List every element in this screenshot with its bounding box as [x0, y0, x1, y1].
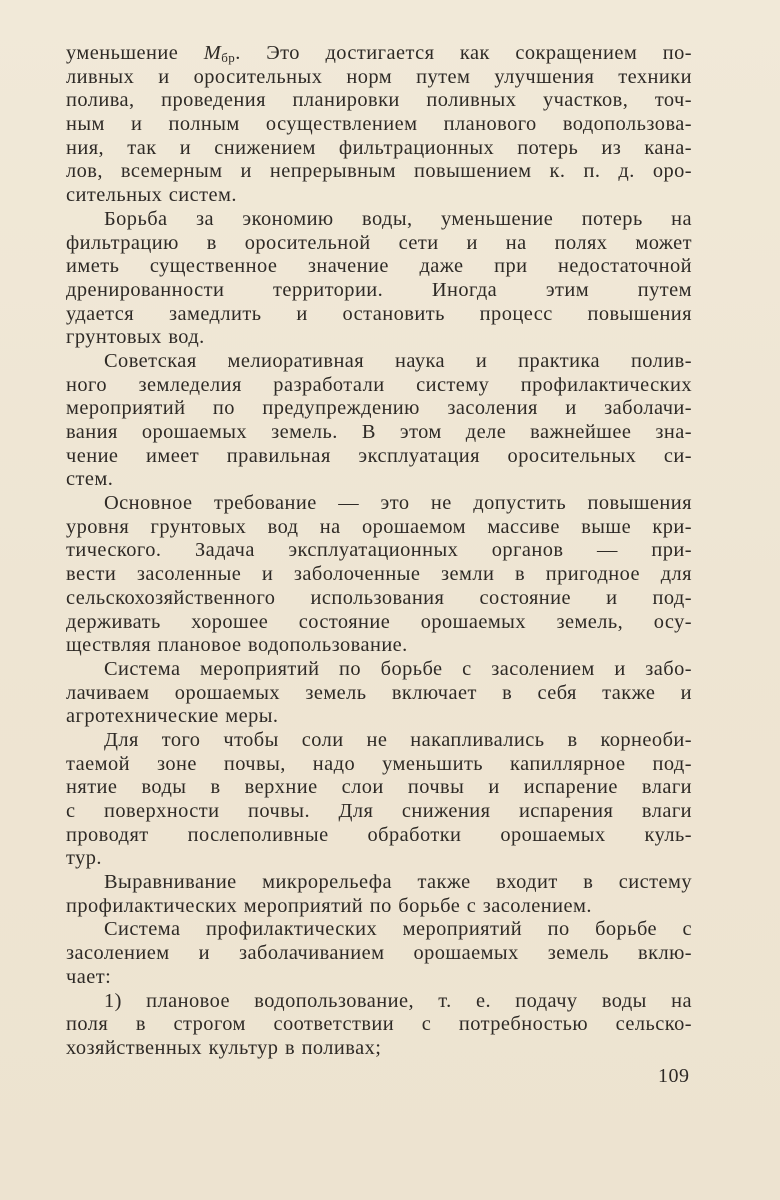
- formula-suffix: . Это достигается как сокращением по-: [235, 42, 693, 64]
- text-line: поля в строгом соответствии с потребностью сельско-: [66, 1013, 692, 1036]
- text-line: Выравнивание микрорельефа также входит в систему: [104, 871, 692, 894]
- text-line: Советская мелиоративная наука и практика полив-: [104, 349, 692, 372]
- text-line: лачиваем орошаемых земель включает в себя также и: [66, 681, 692, 704]
- text-line: агротехнические меры.: [66, 705, 279, 728]
- text-line: проводят послеполивные обработки орошаемых куль-: [66, 823, 692, 846]
- text-line: Для того чтобы соли не накапливались в корнеоби-: [104, 728, 692, 751]
- text-line: иметь существенное значение даже при недостаточной: [66, 255, 692, 278]
- text-line: грунтовых вод.: [66, 326, 205, 349]
- text-line: фильтрацию в оросительной сети и на полях может: [66, 231, 692, 254]
- text-line: ществляя плановое водопользование.: [66, 634, 408, 657]
- formula-subscript: бр: [221, 50, 236, 65]
- text-line: полива, проведения планировки поливных участков, точ-: [66, 89, 692, 112]
- text-line: таемой зоне почвы, надо уменьшить капиллярное под-: [66, 752, 692, 775]
- page-text-body: [66, 42, 692, 1061]
- text-line: мероприятий по предупреждению засоления и заболачи-: [66, 397, 692, 420]
- text-line: Система мероприятий по борьбе с засолением и забо-: [104, 657, 692, 680]
- text-line: удается замедлить и остановить процесс повышения: [66, 302, 692, 325]
- text-line: нятие воды в верхние слои почвы и испарение влаги: [66, 776, 692, 799]
- text-line: тического. Задача эксплуатационных органов — при-: [66, 539, 692, 562]
- text-line: сительных систем.: [66, 184, 237, 207]
- text-line: ным и полным осуществлением планового водопользова-: [66, 113, 692, 136]
- page-number: 109: [658, 1065, 690, 1087]
- text-line: уровня грунтовых вод на орошаемом массиве выше кри-: [66, 515, 692, 538]
- text-line: сельскохозяйственного использования состояние и под-: [66, 586, 692, 609]
- text-line: засолением и заболачиванием орошаемых земель вклю-: [66, 942, 692, 965]
- text-line: профилактических мероприятий по борьбе с засолением.: [66, 894, 592, 917]
- text-line: держивать хорошее состояние орошаемых земель, осу-: [66, 610, 692, 633]
- text-line: дренированности территории. Иногда этим путем: [66, 278, 692, 301]
- text-line: Основное требование — это не допустить повышения: [104, 492, 692, 515]
- text-line: с поверхности почвы. Для снижения испарения влаги: [66, 800, 692, 822]
- text-line: тур.: [66, 847, 102, 870]
- text-line: чает:: [66, 965, 112, 988]
- text-line: хозяйственных культур в поливах;: [66, 1036, 382, 1059]
- text-line: [66, 42, 692, 66]
- text-line: стем.: [66, 468, 114, 491]
- text-line: лов, всемерным и непрерывным повышением к. п. д. оро-: [66, 160, 692, 183]
- text-line: Система профилактических мероприятий по борьбе с: [104, 918, 692, 941]
- text-line: 1) плановое водопользование, т. е. подачу воды на: [104, 989, 692, 1012]
- text-line: Борьба за экономию воды, уменьшение потерь на: [104, 207, 692, 230]
- text-line: ного земледелия разработали систему профилактических: [66, 373, 692, 396]
- text-line: чение имеет правильная эксплуатация оросительных си-: [66, 444, 692, 467]
- formula-symbol: M: [203, 42, 222, 64]
- text-line: вания орошаемых земель. В этом деле важнейшее зна-: [66, 421, 692, 443]
- formula-prefix: уменьшение: [66, 42, 204, 64]
- text-line: ливных и оросительных норм путем улучшения техники: [66, 65, 692, 88]
- text-line: вести засоленные и заболоченные земли в пригодное для: [66, 563, 692, 586]
- text-line: ния, так и снижением фильтрационных потерь из кана-: [66, 136, 692, 159]
